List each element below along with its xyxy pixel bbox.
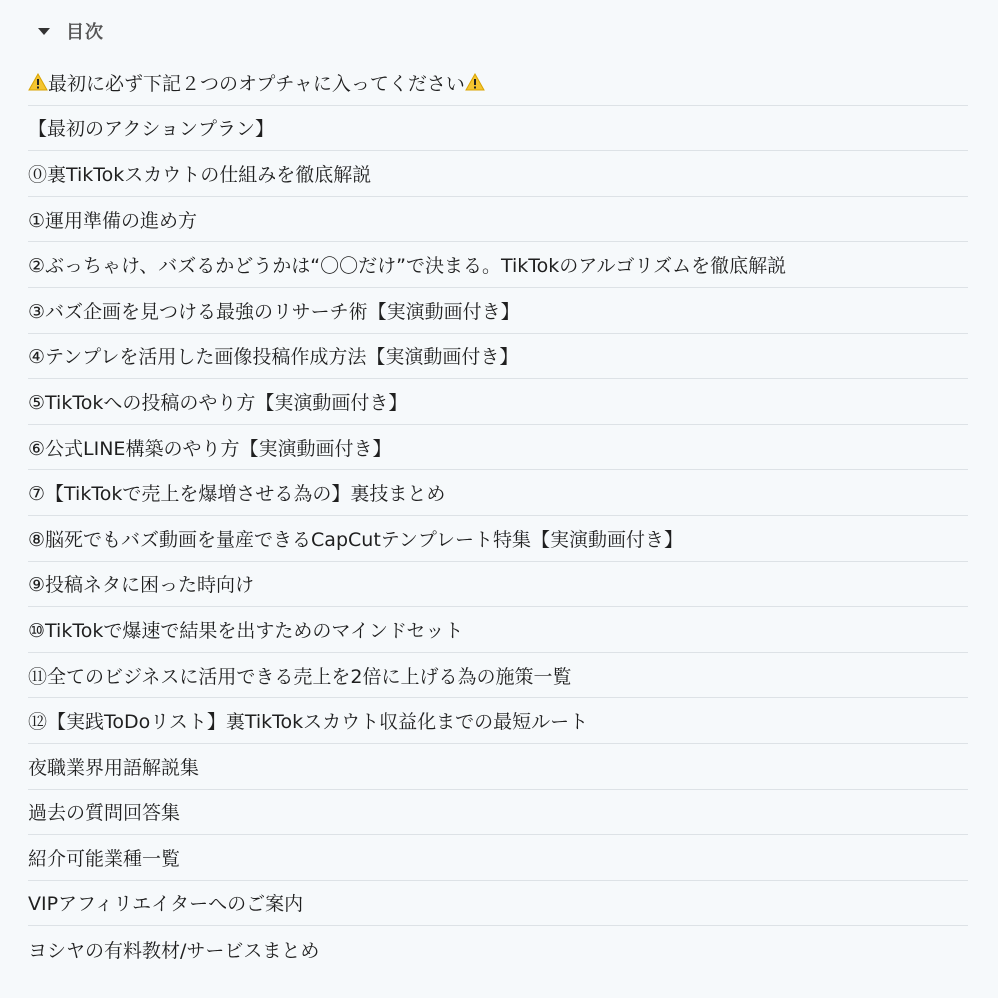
toc-list — [28, 60, 968, 972]
toc-item-label: ③バズ企画を見つける最強のリサーチ術【実演動画付き】 — [28, 300, 520, 323]
toc-item-label: 【最初のアクションプラン】 — [28, 118, 275, 141]
toc-item-label: ⑫【実践ToDoリスト】裏TikTokスカウト収益化までの最短ルート — [28, 711, 589, 734]
toc-item-18[interactable] — [28, 881, 968, 927]
toc-item-label: 紹介可能業種一覧 — [28, 847, 181, 870]
toc-item-label: VIPアフィリエイターへのご案内 — [28, 893, 304, 916]
toc-item-label: ⑪全てのビジネスに活用できる売上を2倍に上げる為の施策一覧 — [28, 665, 572, 688]
toc-item-0[interactable] — [28, 60, 968, 106]
toc-item-label: ⑦【TikTokで売上を爆増させる為の】裏技まとめ — [28, 483, 446, 506]
toc-item-9[interactable] — [28, 470, 968, 516]
toc-item-15[interactable] — [28, 744, 968, 790]
toc-item-17[interactable] — [28, 835, 968, 881]
toc-item-16[interactable] — [28, 790, 968, 836]
warning-icon — [28, 73, 48, 91]
toc-item-label: ①運用準備の進め方 — [28, 209, 198, 232]
toc-item-10[interactable] — [28, 516, 968, 562]
toc-item-label: ヨシヤの有料教材/サービスまとめ — [28, 939, 320, 962]
toc-item-8[interactable] — [28, 425, 968, 471]
toc-item-3[interactable] — [28, 197, 968, 243]
toc-item-4[interactable] — [28, 242, 968, 288]
toc-item-12[interactable] — [28, 607, 968, 653]
toc-item-label: ②ぶっちゃけ、バズるかどうかは“〇〇だけ”で決まる。TikTokのアルゴリズムを徹底解説 — [28, 255, 787, 278]
toc-item-7[interactable] — [28, 379, 968, 425]
toc-item-label: ⑥公式LINE構築のやり方【実演動画付き】 — [28, 437, 392, 460]
toc-item-label: ⑤TikTokへの投稿のやり方【実演動画付き】 — [28, 391, 408, 414]
toc-item-label: ⑨投稿ネタに困った時向け — [28, 574, 255, 597]
warning-icon — [465, 73, 485, 91]
toc-item-5[interactable] — [28, 288, 968, 334]
toc-item-11[interactable] — [28, 562, 968, 608]
toc-item-label: ⑧脳死でもバズ動画を量産できるCapCutテンプレート特集【実演動画付き】 — [28, 528, 684, 551]
toc-item-2[interactable] — [28, 151, 968, 197]
toc-item-label: ⑩TikTokで爆速で結果を出すためのマインドセット — [28, 619, 464, 642]
toc-item-13[interactable] — [28, 653, 968, 699]
toc-item-label: ④テンプレを活用した画像投稿作成方法【実演動画付き】 — [28, 346, 519, 369]
toc-item-14[interactable] — [28, 698, 968, 744]
toc-item-label: 最初に必ず下記２つのオプチャに入ってください — [48, 72, 465, 95]
toc-item-1[interactable] — [28, 106, 968, 152]
toc-item-label: 夜職業界用語解説集 — [28, 756, 200, 779]
toc-item-label: ⓪裏TikTokスカウトの仕組みを徹底解説 — [28, 163, 372, 186]
toc-item-6[interactable] — [28, 334, 968, 380]
toc-item-19[interactable] — [28, 926, 968, 972]
toc-title: 目次 — [66, 22, 104, 43]
toc-item-label: 過去の質問回答集 — [28, 802, 181, 825]
caret-down-icon[interactable] — [38, 28, 50, 35]
toc-toggle[interactable] — [38, 16, 104, 46]
